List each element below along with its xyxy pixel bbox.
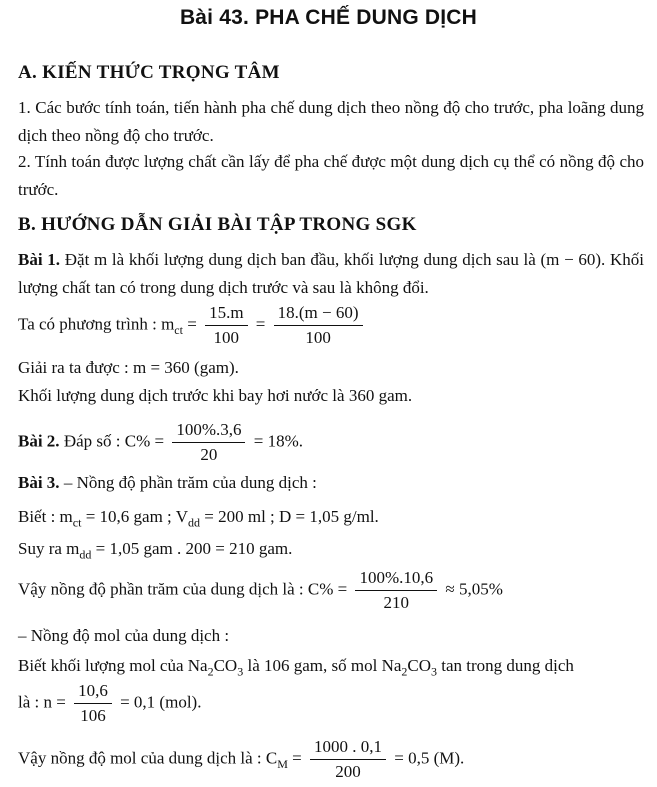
- bai3-intro: – Nồng độ phần trăm của dung dịch :: [63, 473, 317, 492]
- bai3-cm-sub: M: [277, 756, 288, 771]
- bai2-fraction: [172, 420, 245, 465]
- bai3-cpct-num: 100%.10,6: [355, 568, 437, 591]
- bai1-text: Đặt m là khối lượng dung dịch ban đầu, khối lượng dung dịch sau là (m − 60). Khối lượng chất tan có trong dung dịch trước và sau là không đổi.: [18, 250, 645, 297]
- bai3-cpct: [18, 568, 503, 613]
- bai3-n-line: [18, 681, 201, 726]
- bai1-fraction-2-num: 18.(m − 60): [274, 303, 363, 326]
- bai3-mdd: [18, 539, 292, 562]
- bai3-mol-text: [18, 656, 574, 679]
- bai3-cm-prefix-1: Vậy nồng độ mol của dung dịch là : C: [18, 748, 278, 768]
- bai3-mol-heading: – Nồng độ mol của dung dịch :: [18, 626, 230, 645]
- bai3-cm-suffix: = 0,5 (M).: [394, 748, 465, 768]
- bai3-cpct-suffix: ≈ 5,05%: [445, 579, 503, 599]
- bai2-fraction-num: 100%.3,6: [172, 420, 245, 443]
- section-a-item-1: [18, 94, 644, 150]
- bai3-mol-sub-2: 3: [237, 664, 244, 679]
- section-a-item-2: [18, 148, 644, 204]
- bai3-cm-fraction: [310, 737, 386, 782]
- bai1-fraction-2: [274, 303, 363, 348]
- bai1-equation: [18, 303, 367, 348]
- bai3-given: [18, 507, 379, 530]
- bai1-solve: Giải ra ta được : m = 360 (gam).: [18, 358, 239, 377]
- bai1-fraction-1-den: 100: [213, 328, 240, 347]
- bai3-mol-text-5: tan trong dung dịch: [437, 656, 574, 675]
- bai3-given-3: = 200 ml ; D = 1,05 g/ml.: [200, 507, 379, 526]
- bai1-fraction-1: [205, 303, 247, 348]
- bai3-label: Bài 3.: [18, 473, 60, 492]
- section-a-heading: A. KIẾN THỨC TRỌNG TÂM: [18, 62, 280, 83]
- bai3-cm-den: 200: [335, 762, 361, 781]
- bai2-line: [18, 420, 303, 465]
- lesson-title: Bài 43. PHA CHẾ DUNG DỊCH: [179, 6, 478, 29]
- bai1-eq-sub: ct: [174, 322, 183, 337]
- section-b-heading: B. HƯỚNG DẪN GIẢI BÀI TẬP TRONG SGK: [18, 214, 417, 235]
- bai3-mol-sub-4: 3: [431, 664, 438, 679]
- bai3-mol-text-3: là 106 gam, số mol Na: [243, 656, 402, 675]
- bai1-eq-equals: =: [187, 314, 197, 334]
- bai1-eq-equals-2: =: [255, 314, 266, 334]
- bai3-cpct-fraction: [355, 568, 437, 613]
- bai3-mdd-1: Suy ra m: [18, 539, 80, 558]
- bai3-n-den: 106: [80, 706, 106, 725]
- bai3-cm-line: [18, 737, 464, 782]
- bai3-n-num: 10,6: [74, 681, 112, 704]
- bai3-intro-line: [18, 473, 317, 493]
- bai3-cpct-den: 210: [383, 593, 410, 612]
- bai2-suffix: = 18%.: [253, 431, 303, 451]
- bai1-fraction-2-den: 100: [305, 328, 331, 347]
- bai1-fraction-1-num: 15.m: [205, 303, 247, 326]
- section-a-item-2-text: 2. Tính toán được lượng chất cần lấy để pha chế được một dung dịch cụ thể có nồng độ cho trước.: [18, 152, 644, 199]
- bai3-mol-text-2: CO: [213, 656, 238, 675]
- bai3-n-suffix: = 0,1 (mol).: [120, 692, 202, 712]
- bai3-cm-num: 1000 . 0,1: [310, 737, 386, 760]
- bai3-n-prefix: là : n =: [18, 692, 66, 712]
- bai3-mdd-2: = 1,05 gam . 200 = 210 gam.: [91, 539, 293, 558]
- bai3-given-1-sub: ct: [72, 515, 82, 530]
- bai3-cm-prefix-2: =: [287, 748, 302, 768]
- bai1-label: Bài 1.: [18, 250, 61, 269]
- bai3-mol-sub-1: 2: [207, 664, 214, 679]
- bai1-paragraph: [18, 246, 644, 302]
- section-a-item-1-text: 1. Các bước tính toán, tiến hành pha chế dung dịch theo nồng độ cho trước, pha loãng dung dịch theo nồng độ cho trước.: [18, 98, 644, 145]
- bai3-n-fraction: [74, 681, 112, 726]
- bai3-cpct-prefix: Vậy nồng độ phần trăm của dung dịch là : C% =: [18, 579, 348, 599]
- bai2-label: Bài 2.: [18, 431, 60, 451]
- bai3-mol-text-4: CO: [407, 656, 432, 675]
- bai2-prefix: Đáp số : C% =: [63, 431, 165, 451]
- bai3-given-1: Biết : m: [18, 507, 73, 526]
- bai3-mdd-sub: dd: [79, 547, 92, 562]
- bai2-fraction-den: 20: [200, 445, 218, 464]
- bai1-eq-prefix: Ta có phương trình : m: [18, 314, 175, 334]
- bai3-given-2: = 10,6 gam ; V: [81, 507, 189, 526]
- bai3-mol-text-1: Biết khối lượng mol của Na: [18, 656, 208, 675]
- bai3-given-2-sub: dd: [188, 515, 201, 530]
- bai1-conclusion: Khối lượng dung dịch trước khi bay hơi nước là 360 gam.: [18, 386, 413, 405]
- bai3-mol-sub-3: 2: [401, 664, 408, 679]
